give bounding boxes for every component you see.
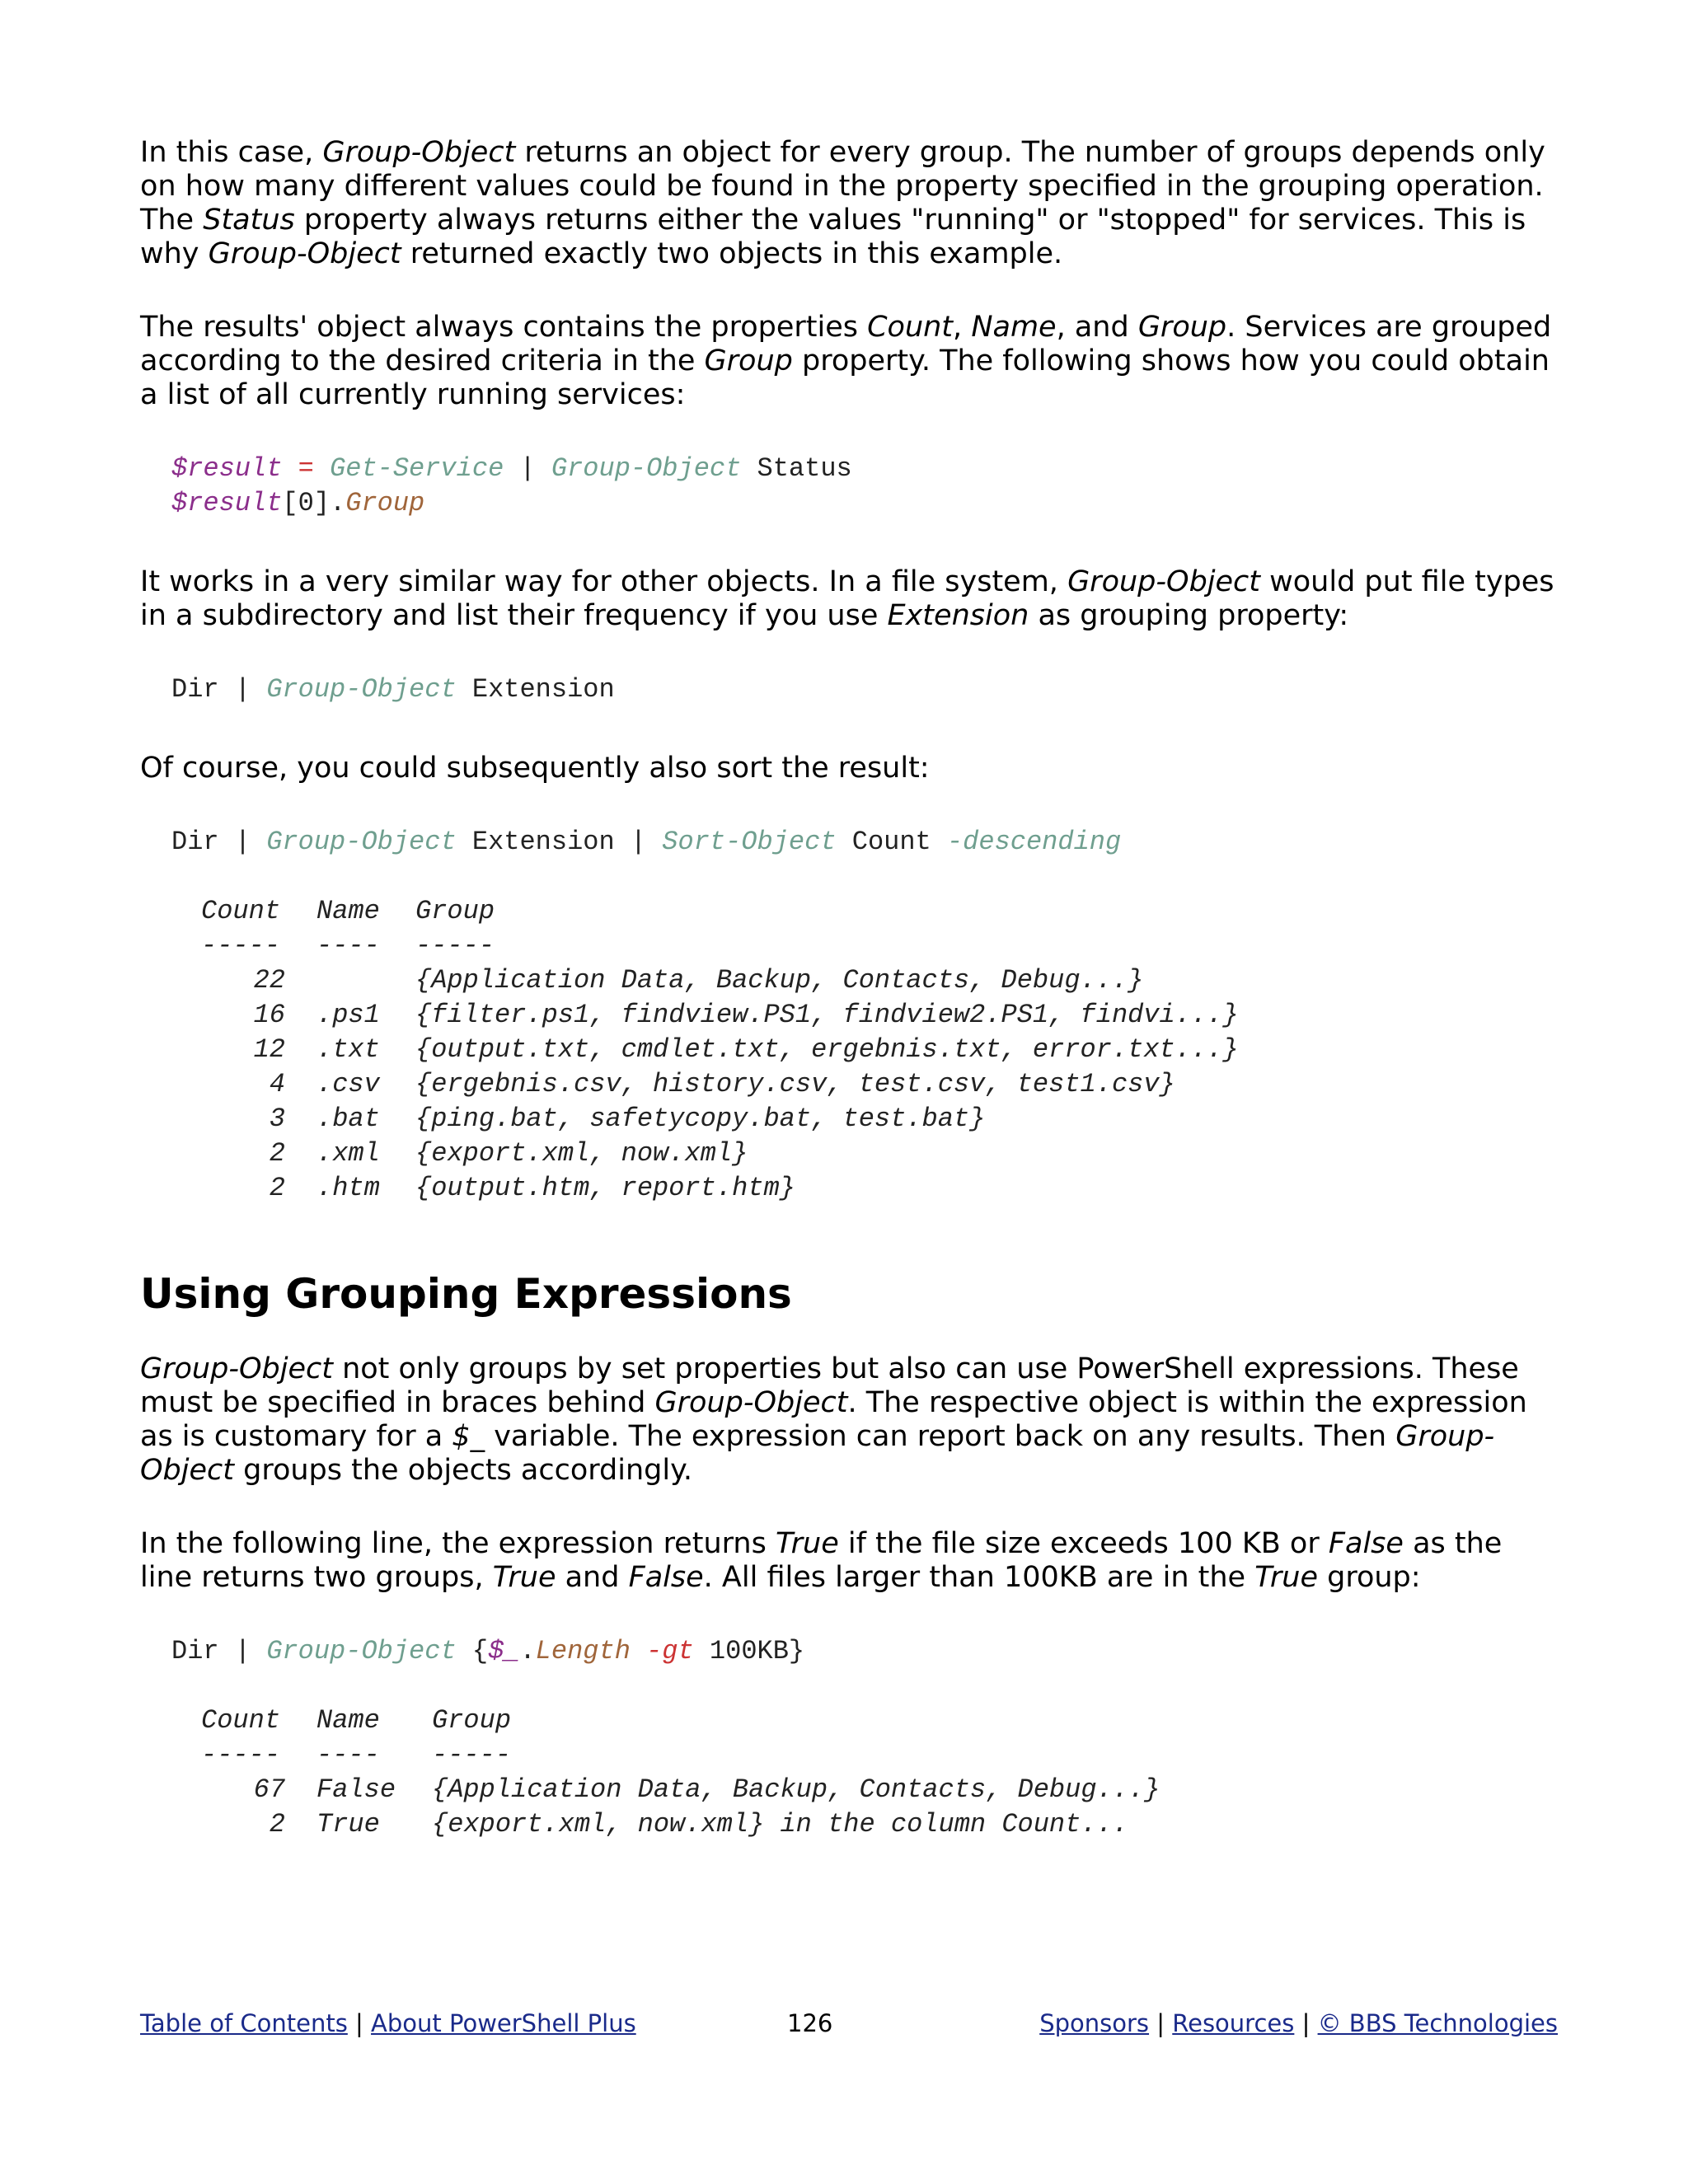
text: returns an object for every group. The number of groups depends only on how many different values could be found in the property specified in the grouping operation. The bbox=[140, 136, 1545, 237]
cell-count: 3 bbox=[269, 1104, 285, 1134]
code-block-3 bbox=[171, 825, 1558, 860]
table-dash-row bbox=[201, 1738, 1160, 1773]
footer-right-links bbox=[1039, 2009, 1558, 2037]
italic-text: Count bbox=[867, 311, 954, 344]
code-cmdlet: Group-Object bbox=[266, 1636, 457, 1666]
paragraph-1 bbox=[140, 136, 1558, 271]
cell-name: True bbox=[316, 1809, 380, 1840]
italic-text: Group-Object bbox=[654, 1386, 848, 1419]
column-header-count: Count bbox=[201, 1705, 281, 1736]
table-of-contents-link[interactable]: Table of Contents bbox=[140, 2009, 348, 2037]
dashes: ----- bbox=[415, 930, 495, 961]
text: groups the objects accordingly. bbox=[234, 1454, 692, 1487]
code-brace: { bbox=[456, 1636, 489, 1666]
cell-group: {output.txt, cmdlet.txt, ergebnis.txt, error.txt...} bbox=[415, 1034, 1239, 1065]
cell-count: 16 bbox=[253, 1000, 285, 1030]
paragraph-3 bbox=[140, 565, 1558, 633]
code-command: Dir bbox=[171, 1636, 219, 1666]
cell-group: {export.xml, now.xml} in the column Count... bbox=[432, 1809, 1128, 1840]
column-header-count: Count bbox=[201, 896, 281, 926]
code-pipe: | bbox=[504, 453, 551, 484]
dashes: ----- bbox=[201, 930, 281, 961]
separator: | bbox=[347, 2009, 372, 2037]
code-dot: . bbox=[519, 1636, 536, 1666]
code-block-2 bbox=[171, 673, 1558, 707]
code-argument: Count bbox=[836, 827, 947, 857]
table-row bbox=[201, 963, 1239, 998]
italic-text: True bbox=[492, 1561, 556, 1594]
text: as grouping property: bbox=[1029, 599, 1349, 632]
table-dash-row bbox=[201, 929, 1239, 963]
code-variable: $result bbox=[171, 453, 283, 484]
column-header-name: Name bbox=[316, 1705, 380, 1736]
code-operator: = bbox=[282, 453, 331, 484]
cell-group: {Application Data, Backup, Contacts, Debug...} bbox=[432, 1774, 1160, 1805]
paragraph-5 bbox=[140, 1352, 1558, 1488]
cell-group: {export.xml, now.xml} bbox=[415, 1138, 748, 1169]
italic-text: True bbox=[1254, 1561, 1318, 1594]
code-pipe: | bbox=[218, 827, 267, 857]
table-header-row bbox=[201, 894, 1239, 929]
cell-name: False bbox=[316, 1774, 396, 1805]
italic-text: Group-Object bbox=[208, 237, 401, 270]
cell-count: 67 bbox=[253, 1774, 285, 1805]
text: if the file size exceeds 100 KB or bbox=[838, 1527, 1329, 1560]
cell-count: 2 bbox=[269, 1173, 285, 1203]
footer-left-links bbox=[140, 2009, 636, 2037]
code-pipe: | bbox=[218, 674, 267, 705]
dashes: ----- bbox=[201, 1740, 281, 1770]
section-heading: Using Grouping Expressions bbox=[140, 1270, 792, 1318]
code-command: Dir bbox=[171, 827, 219, 857]
page-content bbox=[140, 136, 1558, 1842]
text: property. The following shows how you could obtain a list of all currently running services: bbox=[140, 344, 1550, 411]
cell-group: {ergebnis.csv, history.csv, test.csv, test1.csv} bbox=[415, 1069, 1175, 1099]
table-header-row bbox=[201, 1704, 1160, 1738]
text: not only groups by set properties but also can use PowerShell expressions. These must be specified in braces behind bbox=[140, 1352, 1519, 1419]
cell-count: 4 bbox=[269, 1069, 285, 1099]
code-pipe: | bbox=[218, 1636, 267, 1666]
code-property: Length bbox=[535, 1636, 631, 1666]
italic-text: False bbox=[1328, 1527, 1404, 1560]
code-index: [0]. bbox=[282, 488, 346, 518]
text: . All files larger than 100KB are in the bbox=[703, 1561, 1255, 1594]
text: It works in a very similar way for other objects. In a file system, bbox=[140, 565, 1068, 598]
cell-group: {filter.ps1, findview.PS1, findview2.PS1, findvi...} bbox=[415, 1000, 1239, 1030]
code-variable: $_ bbox=[488, 1636, 520, 1666]
table-row bbox=[201, 1171, 1239, 1206]
cell-count: 2 bbox=[269, 1138, 285, 1169]
code-parameter: -descending bbox=[946, 827, 1122, 857]
text: The results' object always contains the properties bbox=[140, 311, 868, 344]
code-argument: Status bbox=[741, 453, 852, 484]
paragraph-2 bbox=[140, 311, 1558, 412]
text: returned exactly two objects in this example. bbox=[401, 237, 1063, 270]
table-row bbox=[201, 1773, 1160, 1807]
code-block-4 bbox=[171, 1634, 1558, 1669]
italic-text: $_ bbox=[452, 1420, 485, 1453]
table-row bbox=[201, 1033, 1239, 1067]
text: , and bbox=[1056, 311, 1138, 344]
code-argument: Extension bbox=[456, 674, 615, 705]
cell-name: .xml bbox=[316, 1138, 380, 1169]
code-variable: $result bbox=[171, 488, 283, 518]
cell-name: .ps1 bbox=[316, 1000, 380, 1030]
text: Of course, you could subsequently also sort the result: bbox=[140, 752, 930, 785]
column-header-group: Group bbox=[432, 1705, 512, 1736]
table-row bbox=[201, 1807, 1160, 1842]
cell-count: 22 bbox=[253, 965, 285, 996]
sponsors-link[interactable]: Sponsors bbox=[1039, 2009, 1150, 2037]
text: , bbox=[953, 311, 972, 344]
column-header-group: Group bbox=[415, 896, 495, 926]
dashes: ----- bbox=[432, 1740, 512, 1770]
cell-group: {Application Data, Backup, Contacts, Debug...} bbox=[415, 965, 1144, 996]
code-property: Group bbox=[345, 488, 425, 518]
paragraph-6 bbox=[140, 1527, 1558, 1595]
code-argument: Extension bbox=[456, 827, 615, 857]
cell-count: 12 bbox=[253, 1034, 285, 1065]
code-pipe: | bbox=[614, 827, 663, 857]
page-number: 126 bbox=[787, 2009, 833, 2037]
cell-name: .csv bbox=[316, 1069, 380, 1099]
text: would put file types in a subdirectory and list their frequency if you use bbox=[140, 565, 1554, 632]
italic-text: Group bbox=[704, 344, 793, 377]
italic-text: True bbox=[775, 1527, 839, 1560]
dashes: ---- bbox=[316, 930, 380, 961]
code-block-1 bbox=[171, 452, 1558, 521]
code-argument: 100KB} bbox=[693, 1636, 805, 1666]
cell-group: {ping.bat, safetycopy.bat, test.bat} bbox=[415, 1104, 986, 1134]
bbs-technologies-link[interactable]: © BBS Technologies bbox=[1317, 2009, 1558, 2037]
italic-text: Name bbox=[971, 311, 1057, 344]
output-table-1 bbox=[201, 894, 1239, 1206]
text: . Services are grouped according to the desired criteria in the bbox=[140, 311, 1552, 377]
italic-text: Extension bbox=[887, 599, 1029, 632]
italic-text: False bbox=[628, 1561, 704, 1594]
code-command: Dir bbox=[171, 674, 219, 705]
code-cmdlet: Group-Object bbox=[551, 453, 742, 484]
separator: | bbox=[1294, 2009, 1318, 2037]
code-operator: -gt bbox=[630, 1636, 694, 1666]
cell-group: {output.htm, report.htm} bbox=[415, 1173, 795, 1203]
column-header-name: Name bbox=[316, 896, 380, 926]
resources-link[interactable]: Resources bbox=[1172, 2009, 1295, 2037]
cell-count: 2 bbox=[269, 1809, 285, 1840]
code-cmdlet: Sort-Object bbox=[662, 827, 837, 857]
output-table-2 bbox=[201, 1704, 1160, 1842]
table-row bbox=[201, 1102, 1239, 1137]
text: variable. The expression can report back on any results. Then bbox=[485, 1420, 1396, 1453]
about-powershell-plus-link[interactable]: About PowerShell Plus bbox=[371, 2009, 636, 2037]
text: as the line returns two groups, bbox=[140, 1527, 1503, 1594]
table-row bbox=[201, 1067, 1239, 1102]
cell-name: .bat bbox=[316, 1104, 380, 1134]
italic-text: Group-Object bbox=[1067, 565, 1261, 598]
text: and bbox=[556, 1561, 629, 1594]
table-row bbox=[201, 1137, 1239, 1171]
cell-name: .txt bbox=[316, 1034, 380, 1065]
table-row bbox=[201, 998, 1239, 1033]
text: property always returns either the values "running" or "stopped" for services. This is why bbox=[140, 204, 1526, 270]
cell-name bbox=[316, 963, 415, 998]
text: . The respective object is within the expression as is customary for a bbox=[140, 1386, 1527, 1453]
cell-name: .htm bbox=[316, 1173, 380, 1203]
text: group: bbox=[1317, 1561, 1421, 1594]
italic-text: Group bbox=[1137, 311, 1227, 344]
text: In the following line, the expression returns bbox=[140, 1527, 776, 1560]
paragraph-4 bbox=[140, 752, 1558, 785]
code-cmdlet: Get-Service bbox=[330, 453, 504, 484]
italic-text: Group-Object bbox=[322, 136, 516, 169]
code-cmdlet: Group-Object bbox=[266, 827, 457, 857]
italic-text: Group-Object bbox=[140, 1352, 333, 1385]
dashes: ---- bbox=[316, 1740, 380, 1770]
separator: | bbox=[1149, 2009, 1173, 2037]
italic-text: Group-Object bbox=[140, 1420, 1495, 1487]
code-cmdlet: Group-Object bbox=[266, 674, 457, 705]
italic-text: Status bbox=[203, 204, 295, 237]
text: In this case, bbox=[140, 136, 323, 169]
